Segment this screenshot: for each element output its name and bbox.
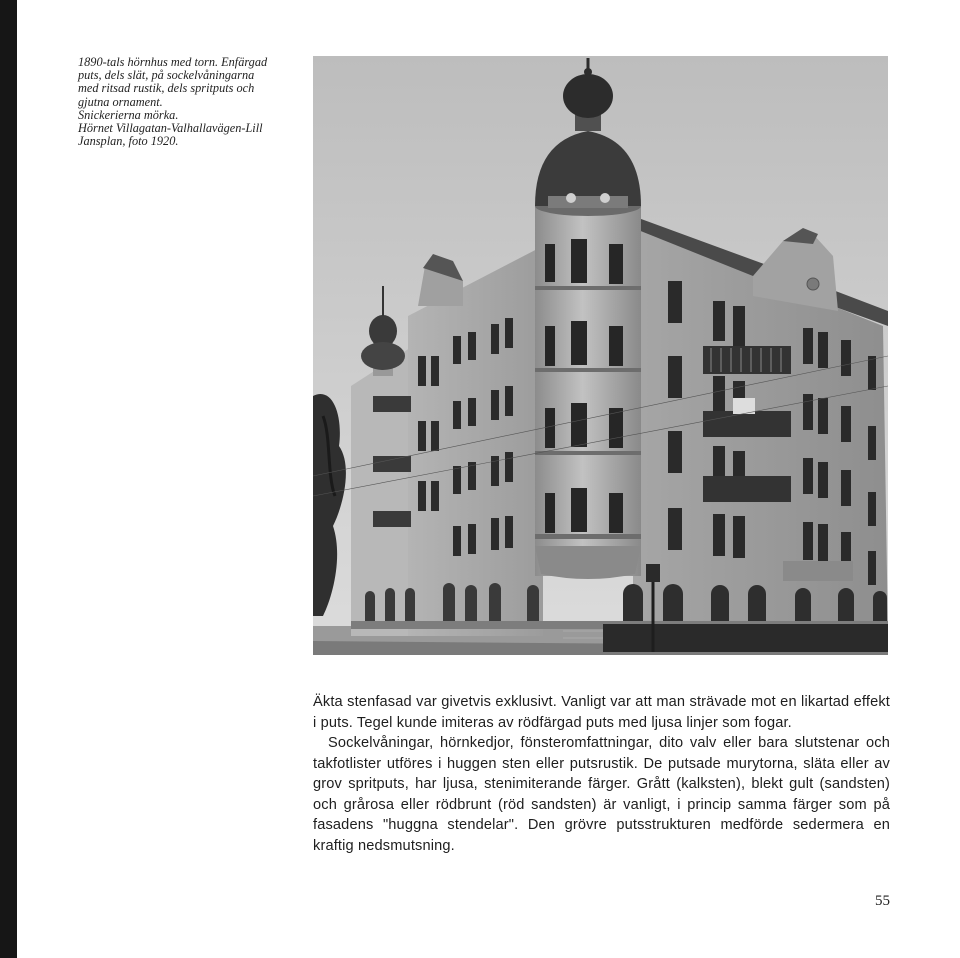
caption-line: Hörnet Villagatan-Valhallavägen-Lill <box>78 121 263 136</box>
page-number: 55 <box>875 893 890 909</box>
paragraph: Sockelvåningar, hörnkedjor, fönsteromfattningar, dito valv eller bara slutstenar och takfotlister utföres i huggen sten eller putsrustik. De putsade murytorna, släta eller av grov spritputs, har ljusa, stenimiterande färger. Grått (kalksten), blekt gult (sandsten) och grårosa eller rödbrunt (röd sandsten) är vanligt, i princip samma färger som på fasadens "huggna stendelar". Den grövre putsstrukturen medförde sedermera en kraftig nedsmutsning. <box>313 735 890 854</box>
body-text <box>313 692 890 856</box>
building-photograph <box>313 56 888 655</box>
caption-line: med ritsad rustik, dels spritputs och <box>78 81 255 96</box>
caption-line: Snickerierna mörka. <box>78 107 179 122</box>
photo-caption <box>78 56 306 148</box>
paragraph: Äkta stenfasad var givetvis exklusivt. Vanligt var att man strävade mot en likartad effekt i puts. Tegel kunde imiteras av rödfärgad puts med ljusa linjer som fogar. <box>313 694 890 731</box>
caption-line: puts, dels slät, på sockelvåningarna <box>78 68 255 83</box>
caption-line: Jansplan, foto 1920. <box>78 134 179 149</box>
book-binding-edge <box>0 0 17 958</box>
caption-line: gjutna ornament. <box>78 94 163 109</box>
caption-line: 1890-tals hörnhus med torn. Enfärgad <box>78 55 268 69</box>
